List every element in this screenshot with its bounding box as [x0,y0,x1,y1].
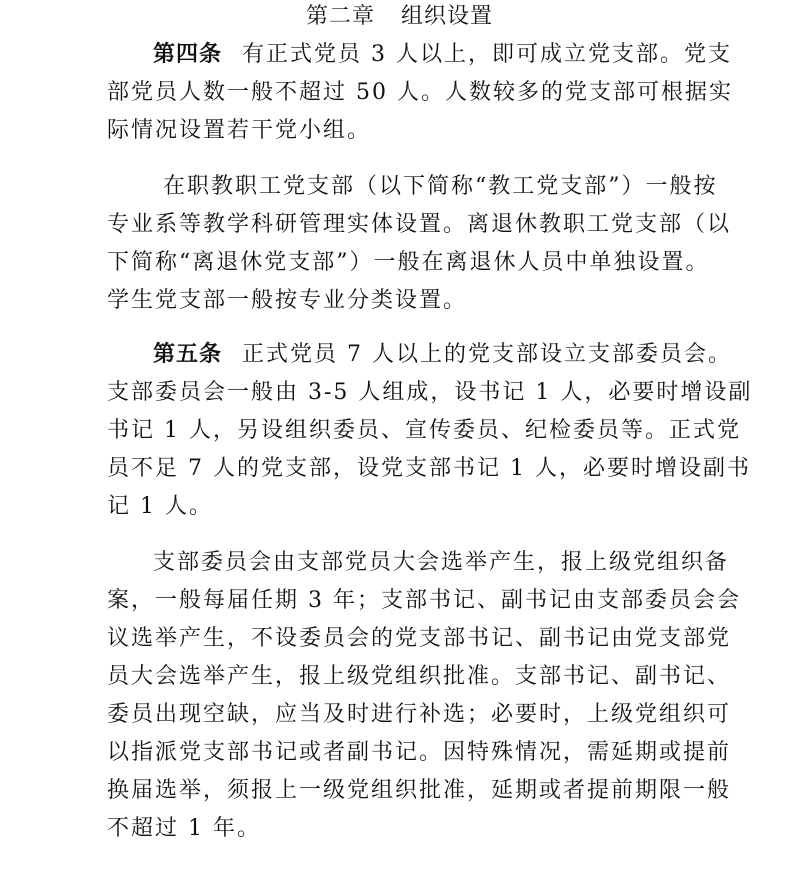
text-line: 际情况设置若干党小组。 [107,118,372,143]
text-line: 学生党支部一般按专业分类设置。 [107,288,468,313]
text-line: 有正式党员 3 人以上，即可成立党支部。党支 [242,42,733,67]
text-line: 员不足 7 人的党支部，设党支部书记 1 人，必要时增设副书 [107,456,751,481]
article-4-paragraph-2-cont [107,206,731,320]
article-4-number: 第四条 [153,42,223,67]
article-5-paragraph-2-cont [107,582,741,848]
text-line: 以指派党支部书记或者副书记。因特殊情况，需延期或提前 [107,740,732,765]
text-line: 书记 1 人，另设组织委员、宣传委员、纪检委员等。正式党 [107,418,741,443]
chapter-title: 组织设置 [401,4,494,29]
text-line: 委员出现空缺，应当及时进行补选；必要时，上级党组织可 [107,702,732,727]
text-line: 换届选举，须报上一级党组织批准，延期或者提前期限一般 [107,778,732,803]
text-line: 支部委员会由支部党员大会选举产生，报上级党组织备 [153,550,730,575]
article-5-paragraph-1-cont [107,374,752,526]
article-5-number: 第五条 [153,342,223,367]
text-line: 正式党员 7 人以上的党支部设立支部委员会。 [242,342,733,367]
text-line: 员大会选举产生，报上级党组织批准。支部书记、副书记、 [107,664,732,689]
text-line: 议选举产生，不设委员会的党支部书记、副书记由党支部党 [107,626,732,651]
chapter-number: 第二章 [305,4,375,29]
text-line: 支部委员会一般由 3-5 人组成，设书记 1 人，必要时增设副 [107,380,753,405]
text-line: 不超过 1 年。 [107,816,261,841]
chapter-heading [0,2,799,32]
text-line: 下简称“离退休党支部”）一般在离退休人员中单独设置。 [107,250,710,275]
article-4-paragraph-1 [153,36,732,74]
article-4-paragraph-2 [163,168,718,206]
article-5-paragraph-2 [153,544,729,582]
text-line: 记 1 人。 [107,494,213,519]
article-5-paragraph-1 [153,336,732,374]
text-line: 专业系等教学科研管理实体设置。离退休教职工党支部（以 [107,212,732,237]
text-line: 在职教职工党支部（以下简称“教工党支部”）一般按 [163,174,718,199]
text-line: 部党员人数一般不超过 50 人。人数较多的党支部可根据实 [107,80,733,105]
text-line: 案，一般每届任期 3 年；支部书记、副书记由支部委员会会 [107,588,741,613]
article-4-paragraph-1-cont [107,74,733,150]
